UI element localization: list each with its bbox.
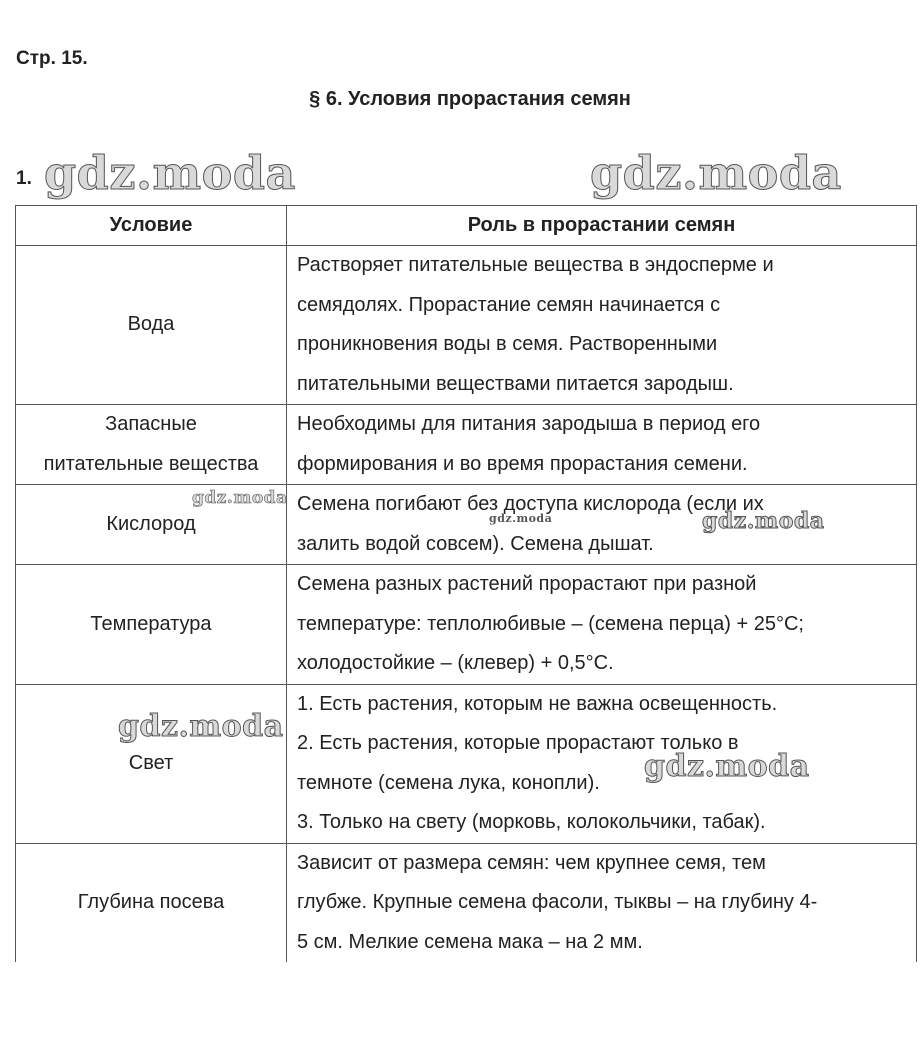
role-line: темноте (семена лука, конопли). xyxy=(297,771,600,794)
table-row xyxy=(16,246,917,405)
watermark-logo: gdz.moda xyxy=(118,709,284,744)
condition-cell xyxy=(16,405,287,485)
page-reference: Стр. 15. xyxy=(16,48,88,69)
role-line: глубже. Крупные семена фасоли, тыквы – на глубину 4- xyxy=(297,891,818,913)
table-header-row xyxy=(16,206,917,246)
table-row xyxy=(16,565,917,685)
role-cell xyxy=(287,565,917,685)
condition-cell xyxy=(16,684,287,843)
role-line: Семена погибают без доступа кислорода (если их xyxy=(297,493,764,515)
condition-text: Свет xyxy=(128,751,174,774)
table-row xyxy=(16,405,917,485)
role-cell xyxy=(287,246,917,405)
watermark-logo: gdz.moda xyxy=(702,508,825,534)
role-cell xyxy=(287,405,917,485)
watermark-logo: gdz.moda xyxy=(644,749,810,784)
role-line: Семена разных растений прорастают при разной xyxy=(297,573,757,595)
role-cell xyxy=(287,843,917,962)
table-row xyxy=(16,843,917,962)
condition-text: питательные вещества xyxy=(43,452,259,475)
role-line: Зависит от размера семян: чем крупнее семя, тем xyxy=(297,851,766,874)
condition-cell xyxy=(16,565,287,685)
role-line: формирования и во время прорастания семени. xyxy=(297,452,748,475)
role-line: холодостойкие – (клевер) + 0,5°C. xyxy=(297,652,614,674)
role-line: 2. Есть растения, которые прорастают только в xyxy=(297,732,739,754)
role-line: 1. Есть растения, которым не важна освещенность. xyxy=(297,692,778,715)
header-role: Роль в прорастании семян xyxy=(287,206,917,246)
role-line: проникновения воды в семя. Растворенными xyxy=(297,333,718,355)
condition-text: Кислород xyxy=(106,512,196,535)
role-line: Растворяет питательные вещества в эндосперме и xyxy=(297,254,774,276)
conditions-table xyxy=(15,205,917,962)
role-line: 3. Только на свету (морковь, колокольчики, табак). xyxy=(297,811,766,833)
condition-text: Запасные xyxy=(105,413,197,435)
watermark-logo: gdz.moda xyxy=(192,488,288,508)
role-line: питательными веществами питается зародыш. xyxy=(297,372,734,395)
watermark-logo: gdz.moda xyxy=(489,512,553,525)
section-heading: § 6. Условия прорастания семян xyxy=(309,88,631,110)
condition-text: Температура xyxy=(90,612,212,635)
header-condition: Условие xyxy=(16,206,287,246)
role-line: залить водой совсем). Семена дышат. xyxy=(297,532,654,555)
role-cell xyxy=(287,684,917,843)
condition-text: Глубина посева xyxy=(77,891,225,913)
role-line: 5 см. Мелкие семена мака – на 2 мм. xyxy=(297,930,643,953)
watermark-logo: gdz.moda xyxy=(590,146,842,200)
condition-cell xyxy=(16,246,287,405)
watermark-logo: gdz.moda xyxy=(44,146,296,200)
role-line: семядолях. Прорастание семян начинается с xyxy=(297,293,721,316)
role-line: температуре: теплолюбивые – (семена перца) + 25°C; xyxy=(297,612,804,635)
condition-cell xyxy=(16,843,287,962)
role-line: Необходимы для питания зародыша в период его xyxy=(297,413,761,435)
condition-text: Вода xyxy=(127,313,175,336)
task-number: 1. xyxy=(16,168,32,189)
